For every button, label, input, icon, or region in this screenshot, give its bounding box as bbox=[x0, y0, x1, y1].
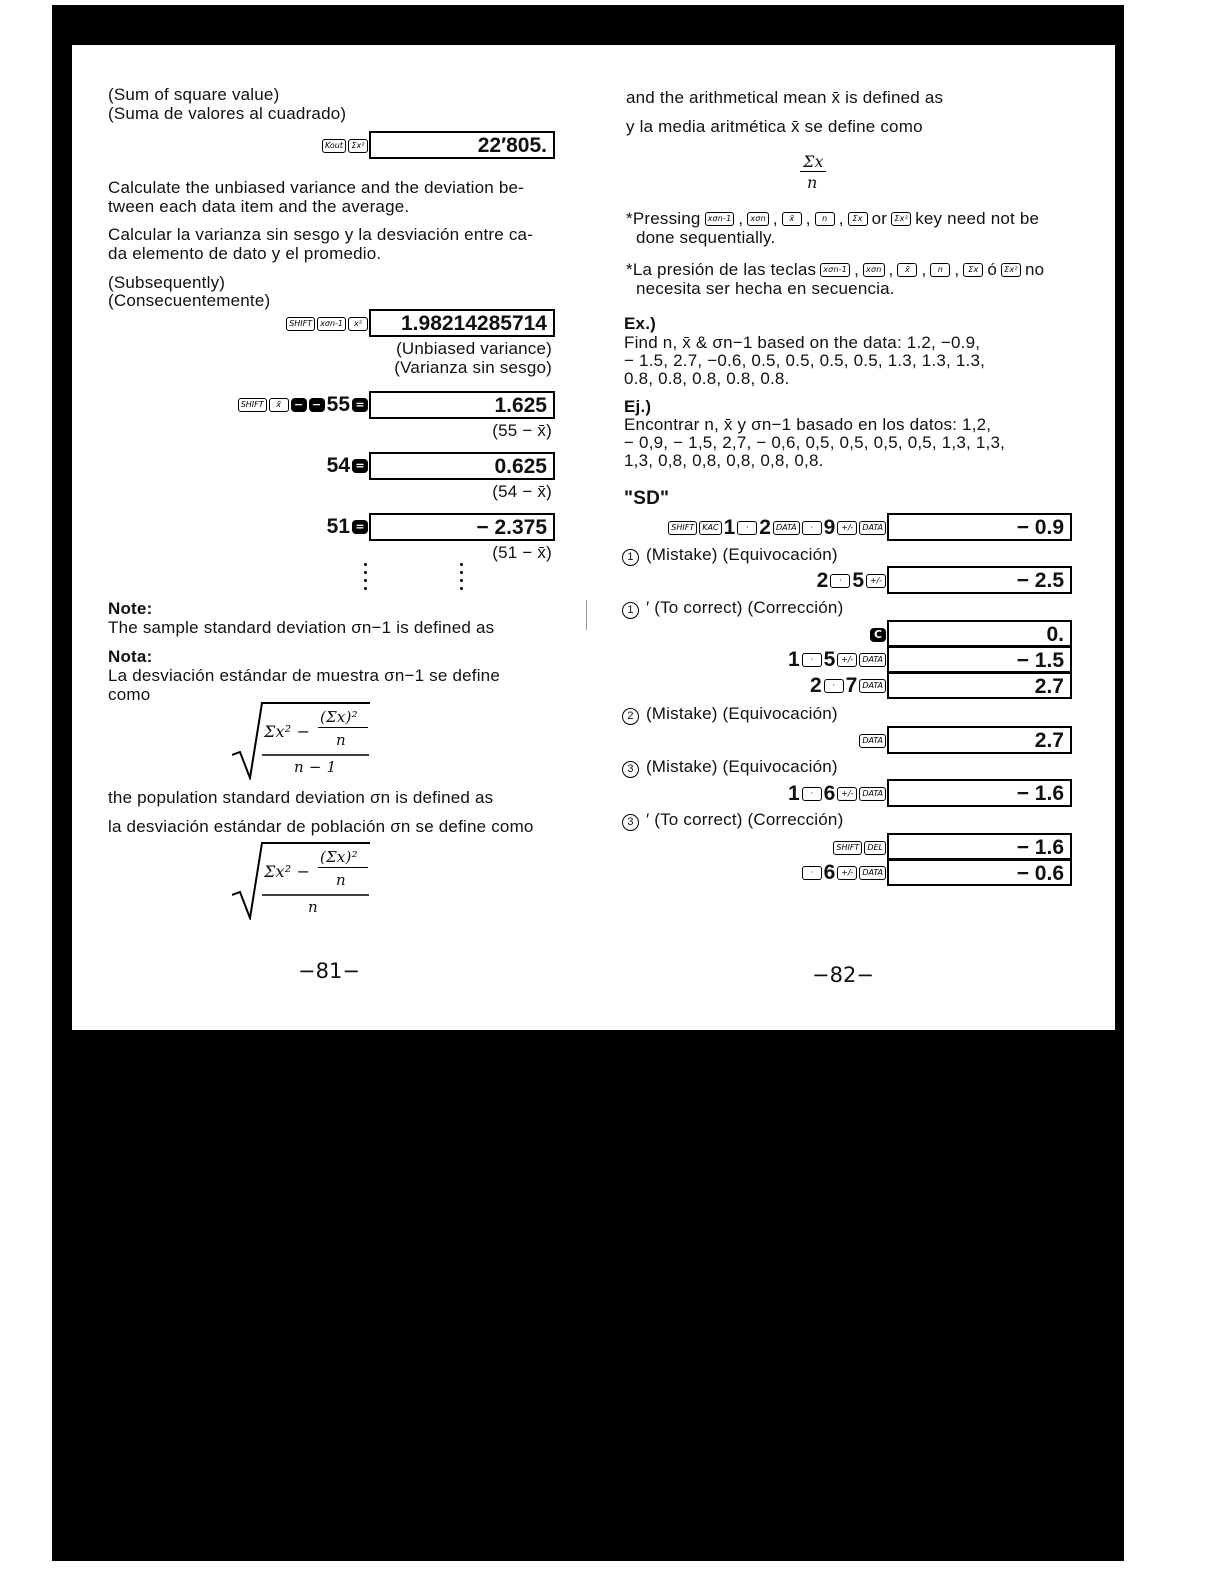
decimal-key: · bbox=[802, 787, 822, 801]
pop-sd-es: la desviación estándar de población σn se define como bbox=[108, 817, 534, 836]
pressing-es-2: necesita ser hecha en secuencia. bbox=[636, 279, 895, 298]
data-key: DATA bbox=[859, 734, 886, 748]
decimal-key: · bbox=[824, 679, 844, 693]
minus-key: − bbox=[309, 398, 325, 412]
step-1-correct bbox=[622, 598, 843, 619]
example-en-1: Find n, x̄ & σn−1 based on the data: 1.2, −0.9, bbox=[624, 333, 981, 352]
sum-x2-key: Σx² bbox=[348, 139, 368, 153]
mean-es: y la media aritmética x̄ se define como bbox=[626, 117, 923, 136]
formula-frac-den: n bbox=[336, 731, 346, 749]
mean-en: and the arithmetical mean x̄ is defined as bbox=[626, 88, 944, 107]
step-1-correct-label: ′ (To correct) (Corrección) bbox=[645, 598, 844, 617]
page-number-81: −81− bbox=[298, 959, 360, 983]
shift-key: SHIFT bbox=[286, 317, 315, 331]
display-row-4: − 1.5 bbox=[887, 646, 1072, 673]
data-key: DATA bbox=[859, 787, 886, 801]
x-bar-key: x̄ bbox=[269, 398, 289, 412]
x-squared-key: x² bbox=[348, 317, 368, 331]
display-row-1: − 0.9 bbox=[887, 513, 1072, 541]
calc-en-1: Calculate the unbiased variance and the deviation be- bbox=[108, 178, 525, 197]
digits-54: 54 bbox=[326, 454, 350, 477]
decimal-key: · bbox=[802, 521, 822, 535]
pressing-tail: key need not be bbox=[915, 209, 1040, 228]
decimal-key: · bbox=[802, 866, 822, 880]
circled-number: 3 bbox=[622, 814, 639, 831]
example-es-2: − 0,9, − 1,5, 2,7, − 0,6, 0,5, 0,5, 0,5, 0,5, 1,3, 1,3, bbox=[624, 433, 1006, 452]
page-82 bbox=[592, 45, 1115, 1030]
x-sigma-n1-key: xσn-1 bbox=[705, 212, 735, 226]
keys-row-9 bbox=[742, 861, 886, 885]
decimal-key: · bbox=[737, 521, 757, 535]
subseq-en: (Subsequently) bbox=[108, 273, 226, 292]
subseq-es: (Consecuentemente) bbox=[108, 291, 271, 310]
formula-denominator: n bbox=[308, 898, 318, 916]
o-word: ó bbox=[987, 260, 997, 279]
digit: 1 bbox=[787, 648, 800, 671]
keys-51 bbox=[272, 515, 368, 539]
example-en-3: 0.8, 0.8, 0.8, 0.8, 0.8. bbox=[624, 369, 790, 388]
digit: 1 bbox=[723, 516, 736, 539]
sum-sq-en: (Sum of square value) bbox=[108, 85, 280, 104]
keys-sumsq bbox=[272, 135, 368, 157]
formula-sum-x2: Σx² − bbox=[264, 722, 311, 741]
step-2-label: (Mistake) (Equivocación) bbox=[645, 704, 838, 723]
sample-sd-formula bbox=[232, 700, 372, 780]
formula-sum-x2: Σx² − bbox=[264, 862, 311, 881]
pressing-label: *Pressing bbox=[626, 209, 701, 228]
decimal-key: · bbox=[830, 574, 850, 588]
display-51: − 2.375 bbox=[369, 513, 555, 541]
sum-x-key: Σx bbox=[848, 212, 868, 226]
keys-row-1 bbox=[632, 516, 886, 540]
example-en-2: − 1.5, 2.7, −0.6, 0.5, 0.5, 0.5, 0.5, 1.3, 1.3, 1.3, bbox=[624, 351, 986, 370]
note-en-body: The sample standard deviation σn−1 is defined as bbox=[108, 618, 495, 637]
caption-54: (54 − x̄) bbox=[492, 482, 552, 501]
data-key: DATA bbox=[859, 653, 886, 667]
digit: 6 bbox=[823, 861, 836, 884]
mean-denominator: n bbox=[807, 173, 818, 192]
equals-key: = bbox=[352, 520, 368, 534]
keys-row-3 bbox=[792, 623, 886, 647]
digit: 2 bbox=[816, 569, 829, 592]
del-key: DEL bbox=[864, 841, 886, 855]
x-sigma-n-key: xσn bbox=[863, 263, 884, 277]
calc-es-1: Calcular la varianza sin sesgo y la desviación entre ca- bbox=[108, 225, 534, 244]
shift-key: SHIFT bbox=[833, 841, 862, 855]
calc-es-2: da elemento de dato y el promedio. bbox=[108, 244, 382, 263]
step-3-correct-label: ′ (To correct) (Corrección) bbox=[645, 810, 844, 829]
keys-variance bbox=[242, 313, 368, 335]
step-1-label: (Mistake) (Equivocación) bbox=[645, 545, 838, 564]
x-sigma-n1-key: xσn-1 bbox=[820, 263, 850, 277]
display-row-2: − 2.5 bbox=[887, 566, 1072, 594]
x-bar-key: x̄ bbox=[782, 212, 802, 226]
digit: 1 bbox=[787, 782, 800, 805]
n-key: n bbox=[815, 212, 835, 226]
pop-sd-en: the population standard deviation σn is defined as bbox=[108, 788, 494, 807]
circled-number: 1 bbox=[622, 549, 639, 566]
sd-mode-title: "SD" bbox=[624, 488, 670, 509]
fraction-bar bbox=[800, 171, 826, 172]
var-caption-es: (Varianza sin sesgo) bbox=[394, 358, 552, 377]
digit: 2 bbox=[759, 516, 771, 539]
x-sigma-n1-key: xσn-1 bbox=[317, 317, 346, 331]
data-key: DATA bbox=[859, 679, 886, 693]
sign-key: +/- bbox=[837, 866, 857, 880]
step-3-label: (Mistake) (Equivocación) bbox=[645, 757, 838, 776]
sign-key: +/- bbox=[866, 574, 886, 588]
display-row-8: − 1.6 bbox=[887, 833, 1072, 860]
sign-key: +/- bbox=[837, 521, 857, 535]
data-key: DATA bbox=[773, 521, 800, 535]
step-3-mistake bbox=[622, 757, 838, 778]
display-55: 1.625 bbox=[369, 391, 555, 419]
page-number-82: −82− bbox=[812, 963, 874, 987]
sum-sq-es: (Suma de valores al cuadrado) bbox=[108, 104, 347, 123]
continuation-dots bbox=[460, 563, 464, 595]
minus-key: − bbox=[291, 398, 307, 412]
formula-denominator: n − 1 bbox=[294, 758, 337, 776]
digit: 5 bbox=[852, 569, 864, 592]
population-sd-formula bbox=[232, 840, 372, 920]
keys-row-4 bbox=[742, 648, 886, 672]
display-variance: 1.98214285714 bbox=[369, 309, 555, 337]
continuation-dots bbox=[364, 563, 368, 595]
caption-51: (51 − x̄) bbox=[492, 543, 552, 562]
formula-frac-den: n bbox=[336, 871, 346, 889]
caption-55: (55 − x̄) bbox=[492, 421, 552, 440]
formula-frac-num: (Σx)² bbox=[320, 848, 358, 866]
note-en-heading: Note: bbox=[108, 599, 153, 618]
equals-key: = bbox=[352, 398, 368, 412]
sum-x2-key: Σx² bbox=[1001, 263, 1021, 277]
keys-54 bbox=[272, 454, 368, 478]
example-es-3: 1,3, 0,8, 0,8, 0,8, 0,8, 0,8. bbox=[624, 451, 824, 470]
digit: 5 bbox=[823, 648, 836, 671]
pressing-en-2: done sequentially. bbox=[636, 228, 776, 247]
n-key: n bbox=[930, 263, 950, 277]
kout-key: Kout bbox=[322, 139, 346, 153]
digit: 6 bbox=[823, 782, 836, 805]
page-gutter bbox=[586, 600, 587, 630]
manual-spread bbox=[72, 45, 1115, 1030]
formula-frac-num: (Σx)² bbox=[320, 708, 358, 726]
calc-en-2: tween each data item and the average. bbox=[108, 197, 410, 216]
display-sumsq: 22′805. bbox=[369, 131, 555, 159]
digit: 2 bbox=[809, 674, 822, 697]
example-es-heading: Ej.) bbox=[624, 397, 652, 416]
keys-row-8 bbox=[742, 836, 886, 860]
decimal-key: · bbox=[802, 653, 822, 667]
clear-key: C bbox=[870, 628, 886, 642]
display-row-3: 0. bbox=[887, 620, 1072, 647]
note-es-heading: Nota: bbox=[108, 647, 153, 666]
note-es-body-2: como bbox=[108, 685, 151, 704]
keys-55 bbox=[192, 393, 368, 417]
display-row-7: − 1.6 bbox=[887, 779, 1072, 807]
keys-row-6 bbox=[792, 729, 886, 753]
example-es-1: Encontrar n, x̄ y σn−1 basado en los datos: 1,2, bbox=[624, 415, 992, 434]
shift-key: SHIFT bbox=[668, 521, 697, 535]
display-row-5: 2.7 bbox=[887, 672, 1072, 699]
pressing-es-line: *La presión de las teclas xσn-1 , xσn , x̄ , n , Σx ó Σx² no bbox=[626, 260, 1045, 279]
sign-key: +/- bbox=[837, 787, 857, 801]
sum-x2-key: Σx² bbox=[891, 212, 911, 226]
circled-number: 3 bbox=[622, 761, 639, 778]
kac-key: KAC bbox=[699, 521, 721, 535]
data-key: DATA bbox=[859, 521, 886, 535]
digits-55: 55 bbox=[326, 393, 350, 416]
sum-x-key: Σx bbox=[963, 263, 983, 277]
step-2-mistake bbox=[622, 704, 838, 725]
keys-row-7 bbox=[742, 782, 886, 806]
sign-key: +/- bbox=[837, 653, 857, 667]
x-sigma-n-key: xσn bbox=[747, 212, 768, 226]
step-3-correct bbox=[622, 810, 843, 831]
example-en-heading: Ex.) bbox=[624, 314, 656, 333]
keys-row-5 bbox=[742, 674, 886, 698]
step-1-mistake bbox=[622, 545, 838, 566]
pressing-es-label: *La presión de las teclas bbox=[626, 260, 817, 279]
data-key: DATA bbox=[859, 866, 886, 880]
pressing-es-tail: no bbox=[1024, 260, 1045, 279]
keys-row-2 bbox=[742, 569, 886, 593]
or-word: or bbox=[871, 209, 888, 228]
digits-51: 51 bbox=[326, 515, 350, 538]
display-row-6: 2.7 bbox=[887, 726, 1072, 754]
circled-number: 1 bbox=[622, 602, 639, 619]
circled-number: 2 bbox=[622, 708, 639, 725]
pressing-en-line: *Pressing xσn-1 , xσn , x̄ , n , Σx or Σx² key need not be bbox=[626, 209, 1040, 228]
digit: 7 bbox=[845, 674, 858, 697]
note-es-body-1: La desviación estándar de muestra σn−1 se define bbox=[108, 666, 500, 685]
var-caption-en: (Unbiased variance) bbox=[396, 339, 552, 358]
page-81 bbox=[72, 45, 592, 1030]
display-row-9: − 0.6 bbox=[887, 859, 1072, 886]
mean-numerator: Σx bbox=[803, 152, 824, 171]
x-bar-key: x̄ bbox=[897, 263, 917, 277]
shift-key: SHIFT bbox=[238, 398, 267, 412]
digit: 9 bbox=[823, 516, 836, 539]
display-54: 0.625 bbox=[369, 452, 555, 480]
equals-key: = bbox=[352, 459, 368, 473]
